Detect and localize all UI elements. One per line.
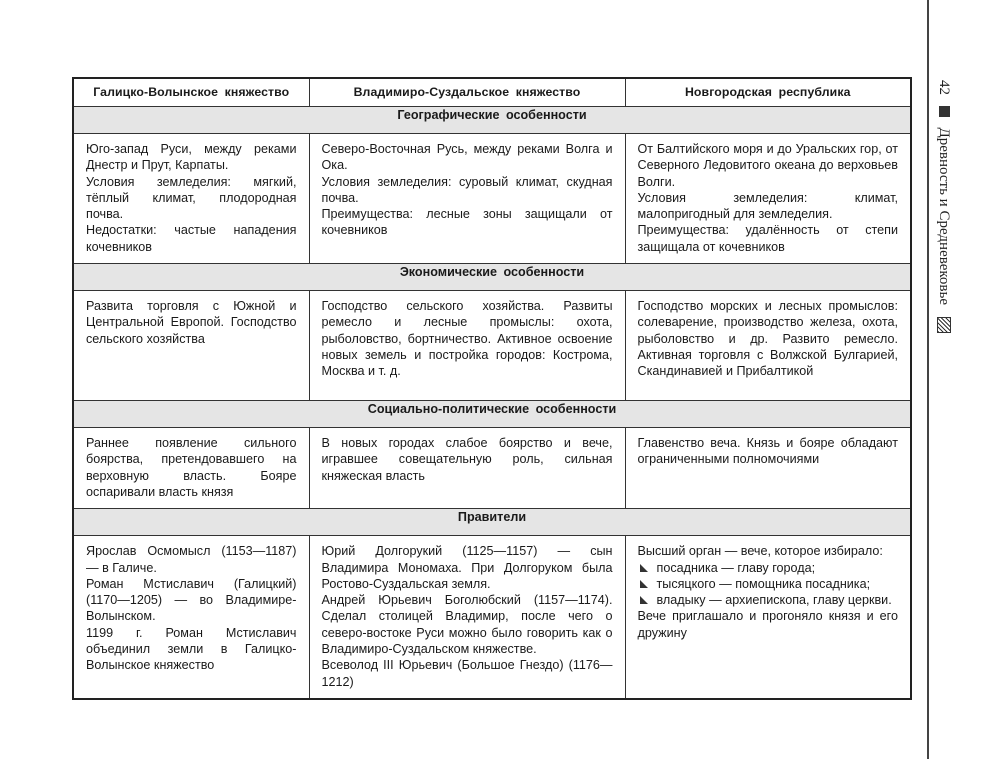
paragraph: Условия земледелия: климат, малопригодный для земледелия.: [637, 190, 898, 222]
section-title-socio-political: Социально-политические особенности: [73, 401, 911, 428]
section-title-economy: Экономические особенности: [73, 264, 911, 291]
column-header-novgorod: Новгородская республика: [625, 78, 911, 107]
section-row-economy: [73, 264, 911, 291]
header-row: [73, 78, 911, 107]
paragraph: Ярослав Осмомысл (1153—1187) — в Галиче.: [86, 544, 297, 575]
paragraph: Главенство веча. Князь и бояре обладают ограниченными полномочиями: [637, 436, 898, 467]
bullet-text: тысяцкого — помощника посадника;: [656, 576, 871, 591]
paragraph: В новых городах слабое боярство и вече, игравшее совещательную роль, сильная княжеская власть: [321, 436, 613, 483]
section-row-rulers: [73, 509, 911, 536]
bullet-item: [638, 576, 899, 592]
cell-geography-galicia: [73, 134, 309, 264]
content-row-socio-political: [73, 428, 911, 509]
paragraph: Вече приглашало и прогоняло князя и его дружину: [637, 609, 898, 640]
triangle-bullet-icon: [640, 596, 648, 604]
paragraph: Господство морских и лесных промыслов: солеварение, производство железа, охота, рыболовство и др. Развито ремесло. Активная торговля с Волжской Булгарией, Скандинавией и Прибалтикой: [637, 299, 898, 379]
cell-social-galicia: [73, 428, 309, 509]
paragraph: Господство сельского хозяйства. Развиты ремесло и лесные промыслы: охота, рыболовство, бортничество. Активное освоение новых земель и постройка городов: Кострома, Москва и т. д.: [321, 299, 613, 379]
paragraph: Преимущества: удалённость от степи защищала от кочевников: [637, 223, 898, 254]
paragraph: Юрий Долгорукий (1125—1157) — сын Владимира Мономаха. При Долгоруком была Ростово-Суздальская земля.: [321, 544, 613, 591]
paragraph: 1199 г. Роман Мстиславич объединил земли в Галицко-Волынское княжество: [86, 625, 297, 673]
cell-geography-vladimir: [309, 134, 625, 264]
section-title-geography: Географические особенности: [73, 107, 911, 134]
content-row-rulers: [73, 536, 911, 699]
paragraph: Условия земледелия: суровый климат, скудная почва.: [321, 174, 613, 205]
paragraph: Недостатки: частые нападения кочевников: [86, 223, 297, 254]
paragraph: Развита торговля с Южной и Центральной Европой. Господство сельского хозяйства: [86, 299, 297, 346]
page-number: 42: [936, 80, 952, 95]
cell-social-novgorod: [625, 428, 911, 509]
cell-rulers-novgorod: [625, 536, 911, 699]
cell-social-vladimir: [309, 428, 625, 509]
content-row-geography: [73, 134, 911, 264]
cell-economy-vladimir: [309, 291, 625, 401]
column-header-galicia-volhynia: Галицко-Волынское княжество: [73, 78, 309, 107]
section-row-socio-political: [73, 401, 911, 428]
chapter-title: Древность и Средневековье: [936, 127, 952, 305]
history-table: [72, 77, 912, 700]
paragraph: Преимущества: лесные зоны защищали от кочевников: [321, 207, 613, 238]
cell-economy-novgorod: [625, 291, 911, 401]
bullet-item: [638, 560, 899, 576]
cell-geography-novgorod: [625, 134, 911, 264]
bullet-text: владыку — архиепископа, главу церкви.: [656, 593, 892, 608]
paragraph: Роман Мстиславич (Галицкий) (1170—1205) — во Владимире-Волынском.: [86, 576, 297, 624]
column-header-vladimir-suzdal: Владимиро-Суздальское княжество: [309, 78, 625, 107]
paragraph: Раннее появление сильного боярства, претендовавшего на верховную власть. Бояре оспаривали власть князя: [86, 436, 297, 499]
paragraph: Юго-запад Руси, между реками Днестр и Прут, Карпаты.: [86, 142, 297, 173]
emblem-icon: [937, 317, 951, 333]
square-icon: [939, 106, 950, 117]
cell-economy-galicia: [73, 291, 309, 401]
triangle-bullet-icon: [640, 564, 648, 572]
running-header: [932, 80, 956, 333]
paragraph: Условия земледелия: мягкий, тёплый климат, плодородная почва.: [86, 174, 297, 222]
paragraph: Северо-Восточная Русь, между реками Волга и Ока.: [321, 142, 613, 173]
bullet-item: [638, 592, 899, 608]
section-title-rulers: Правители: [73, 509, 911, 536]
paragraph: Высший орган — вече, которое избирало:: [637, 544, 883, 559]
page-edge-rule: [927, 0, 929, 759]
bullet-text: посадника — главу города;: [656, 560, 816, 575]
cell-rulers-galicia: [73, 536, 309, 699]
paragraph: От Балтийского моря и до Уральских гор, от Северного Ледовитого океана до верховьев Волги.: [637, 142, 898, 189]
content-row-economy: [73, 291, 911, 401]
triangle-bullet-icon: [640, 580, 648, 588]
paragraph: Андрей Юрьевич Боголюбский (1157—1174). Сделал столицей Владимир, после чего о северо-востоке Руси можно было говорить как о Владимиро-Суздальском княжестве.: [321, 593, 613, 657]
section-row-geography: [73, 107, 911, 134]
paragraph: Всеволод III Юрьевич (Большое Гнездо) (1176—1212): [321, 658, 613, 689]
cell-rulers-vladimir: [309, 536, 625, 699]
